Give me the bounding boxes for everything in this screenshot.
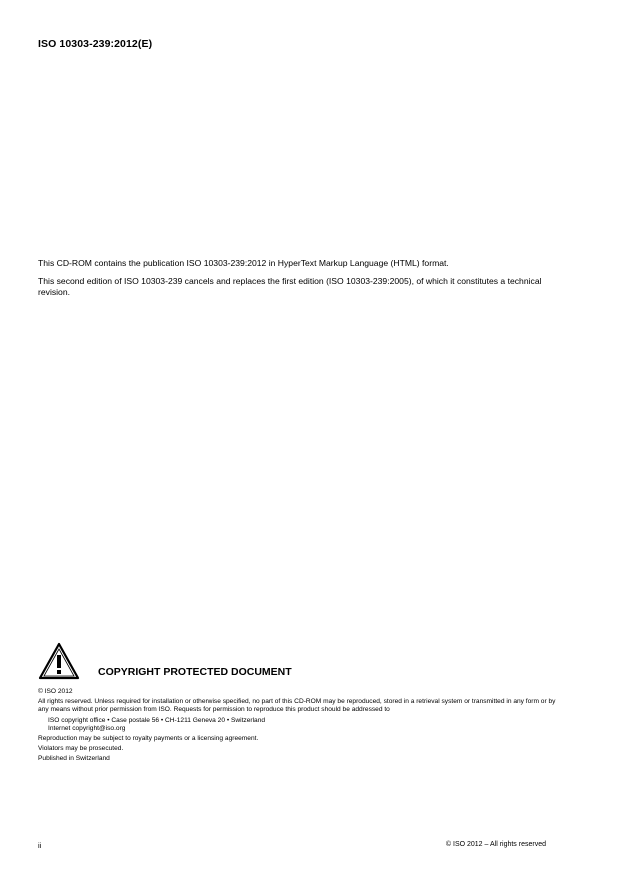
document-header-title: ISO 10303-239:2012(E) [38, 38, 153, 50]
body-paragraph-cdrom: This CD-ROM contains the publication ISO 10303-239:2012 in HyperText Markup Language (HTML) format. [38, 258, 449, 268]
footer-rights: © ISO 2012 – All rights reserved [445, 841, 546, 848]
royalty-notice: Reproduction may be subject to royalty payments or a licensing agreement. [38, 735, 259, 743]
copyright-block [38, 642, 558, 764]
violators-notice: Violators may be prosecuted. [38, 745, 124, 753]
copyright-year: © ISO 2012 [38, 688, 73, 695]
copyright-internet: Internet copyright@iso.org [48, 724, 126, 732]
copyright-heading-row [38, 642, 558, 684]
copyright-title: COPYRIGHT PROTECTED DOCUMENT [98, 666, 292, 678]
copyright-office-address: ISO copyright office • Case postale 56 • CH-1211 Geneva 20 • Switzerland [48, 716, 266, 724]
warning-icon [38, 642, 80, 680]
body-paragraph-edition: This second edition of ISO 10303-239 cancels and replaces the first edition (ISO 10303-239:2005), of which it constitutes a technical revision. [38, 276, 542, 297]
published-notice: Published in Switzerland [38, 755, 110, 763]
page-number: ii [38, 841, 42, 850]
copyright-terms: All rights reserved. Unless required for installation or otherwise specified, no part of this CD-ROM may be reproduced, stored in a retrieval system or transmitted in any form or by any means without prior permission from ISO. Requests for permission to reproduce this product should be addressed to [38, 698, 556, 714]
